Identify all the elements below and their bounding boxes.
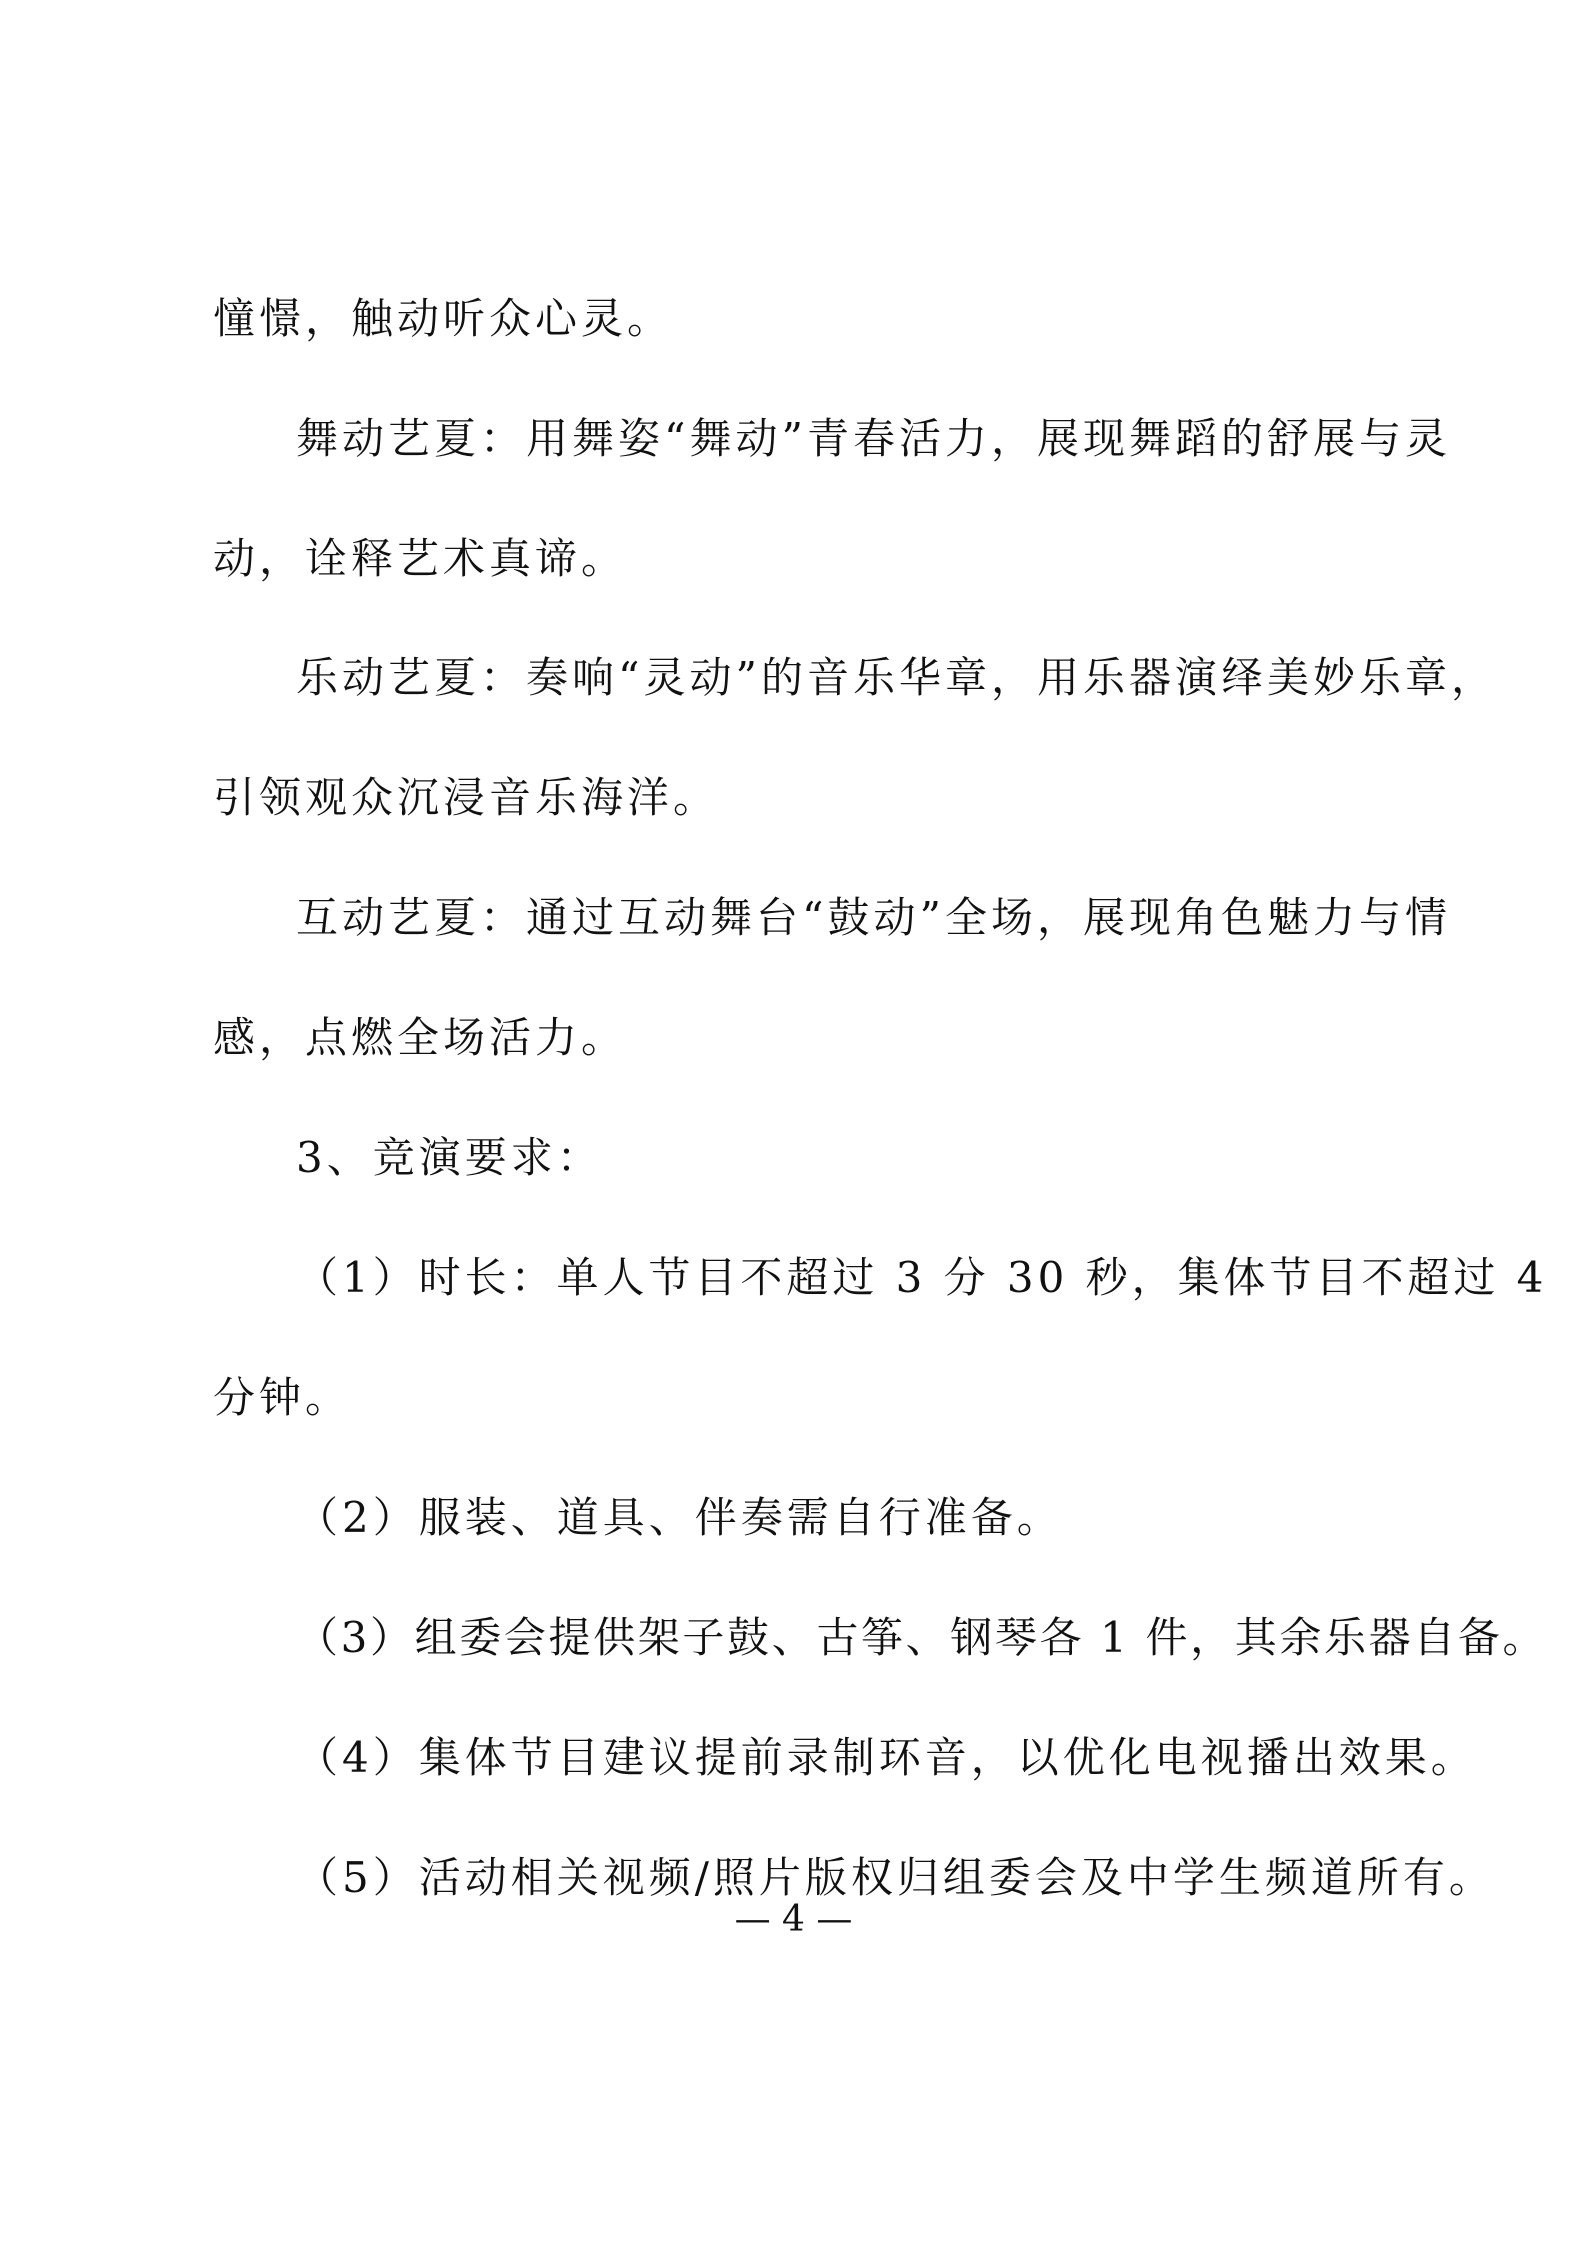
text-line: 舞动艺夏：用舞姿“舞动”青春活力，展现舞蹈的舒展与灵 (296, 414, 1451, 463)
text-line: 动，诠释艺术真谛。 (213, 534, 628, 583)
text-line: 分钟。 (213, 1373, 352, 1422)
text-line: 引领观众沉浸音乐海洋。 (213, 773, 720, 822)
text-line: （5）活动相关视频/照片版权归组委会及中学生频道所有。 (296, 1853, 1495, 1902)
text-line: 互动艺夏：通过互动舞台“鼓动”全场，展现角色魅力与情 (296, 893, 1451, 942)
section-heading: 3、竞演要求： (296, 1133, 603, 1182)
text-line: 乐动艺夏：奏响“灵动”的音乐华章，用乐器演绎美妙乐章， (296, 653, 1497, 702)
page-number: — 4 — (734, 1899, 853, 1940)
text-line: （2）服装、道具、伴奏需自行准备。 (296, 1493, 1063, 1542)
text-line: 感，点燃全场活力。 (213, 1013, 628, 1062)
text-line: （3）组委会提供架子鼓、古筝、钢琴各 1 件，其余乐器自备。 (296, 1613, 1548, 1662)
text-line: （4）集体节目建议提前录制环音，以优化电视播出效果。 (296, 1733, 1477, 1782)
text-line: （1）时长：单人节目不超过 3 分 30 秒，集体节目不超过 4 (296, 1253, 1548, 1302)
text-line: 憧憬，触动听众心灵。 (213, 294, 674, 343)
